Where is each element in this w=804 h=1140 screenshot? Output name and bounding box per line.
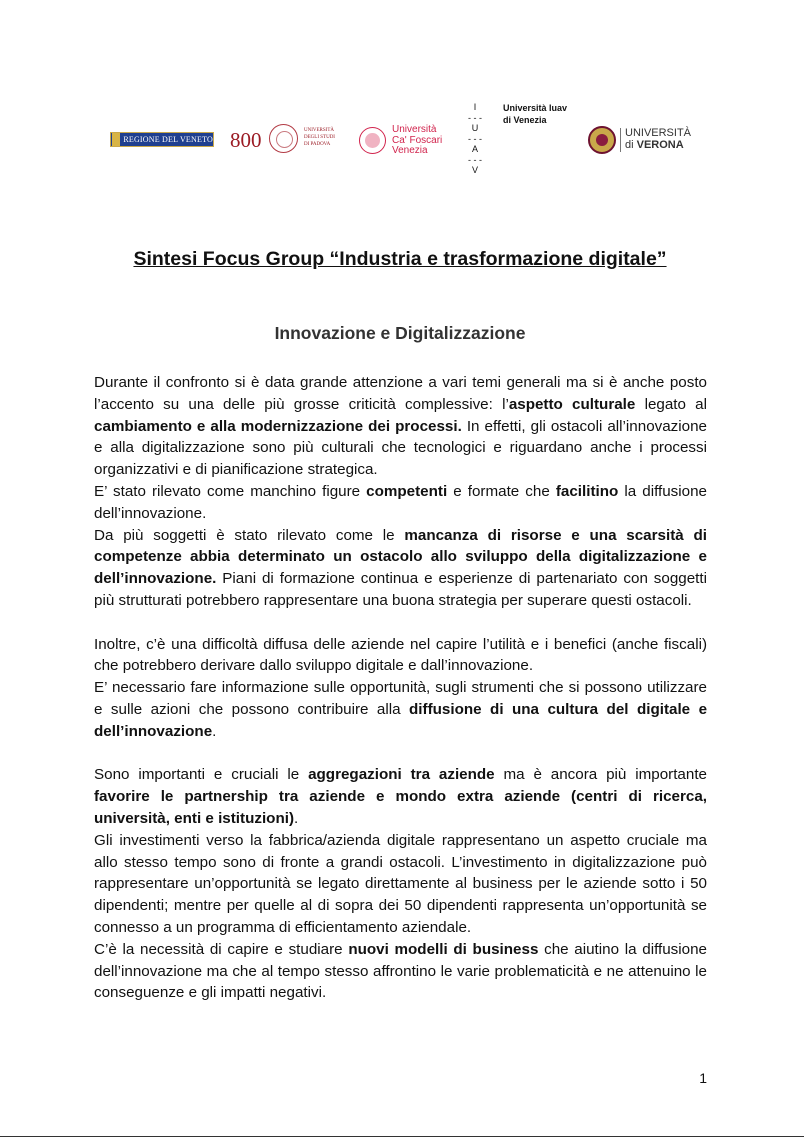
- regione-veneto-logo: [110, 132, 214, 147]
- body-paragraph: [94, 677, 707, 742]
- verona-line-1: UNIVERSITÀ: [625, 127, 692, 139]
- body-paragraph: [94, 634, 707, 678]
- text-run: legato al: [635, 395, 707, 413]
- verona-line-2b: VERONA: [636, 139, 684, 151]
- text-run: che aiutino la diffusione dell’innovazione ma che al tempo stesso affrontino le varie problematicità e ne attenuino le conseguenze e gli impatti negativi.: [94, 940, 707, 1002]
- text-run: ma è ancora più importante: [494, 766, 707, 784]
- body-paragraph: [94, 372, 707, 481]
- bold-text: diffusione di una cultura del digitale e dell’innovazione: [94, 700, 708, 740]
- text-run: Piani di formazione continua e esperienze di partenariato con soggetti più strutturati potrebbero rappresentare una buona strategia per superare questi ostacoli.: [94, 570, 707, 609]
- text-run: Gli investimenti verso la fabbrica/azienda digitale rappresentano un aspetto cruciale ma allo stesso tempo sono di fronte a grandi ostacoli. L’investimento in digitalizzazione può rappresentare un’opportunità se legato direttamente al business per le aziende sotto i 50 dipendenti; mentre per quelle al di sopra dei 50 dipendenti rappresenta un’opportunità se connesso a un programma di efficientamento aziendale.: [94, 831, 707, 936]
- text-run: .: [294, 809, 299, 827]
- verona-name: [625, 127, 691, 151]
- bold-text: mancanza di risorse e una scarsità di competenze abbia determinato un ostacolo allo sviluppo della digitalizzazione e dell’innovazione.: [94, 526, 707, 588]
- body-paragraph: [94, 525, 707, 612]
- bold-text: favorire le partnership tra aziende e mondo extra aziende (centri di ricerca, università, enti e istituzioni): [94, 788, 707, 827]
- section-subtitle: Innovazione e Digitalizzazione: [274, 323, 526, 343]
- bold-text: cambiamento e alla modernizzazione dei processi.: [94, 417, 462, 435]
- body-paragraph: [94, 830, 707, 939]
- text-run: e formate che: [447, 482, 556, 500]
- text-run: C’è la necessità di capire e studiare: [94, 940, 349, 958]
- padova-name: UNIVERSITÀ DEGLI STUDI DI PADOVA: [304, 128, 335, 147]
- ca-foscari-seal-icon: [359, 127, 386, 154]
- verona-line-2a: di: [625, 139, 637, 151]
- regione-veneto-text: REGIONE DEL VENETO: [123, 135, 213, 144]
- bold-text: aspetto culturale: [508, 395, 636, 413]
- body-paragraph: [94, 764, 707, 829]
- text-run: Da più soggetti è stato rilevato come le: [94, 526, 405, 544]
- body-paragraph: [94, 939, 707, 1004]
- text-run: In effetti, gli ostacoli all’innovazione e alla digitalizzazione sono più culturali che tecnologici e riguardano anche i processi organizzativi e di pianificazione strategica.: [94, 417, 707, 479]
- iuav-logo: [465, 102, 568, 180]
- text-run: Sono importanti e cruciali le: [94, 766, 309, 784]
- text-run: Inoltre, c’è una difficoltà diffusa delle aziende nel capire l’utilità e i benefici (anche fiscali) che potrebbero derivare dallo sviluppo digitale e dall’innovazione.: [94, 635, 707, 675]
- ca-foscari-logo: [359, 124, 449, 158]
- bold-text: nuovi modelli di business: [348, 940, 539, 958]
- verona-seal-icon: [588, 126, 616, 154]
- bold-text: aggregazioni tra aziende: [308, 766, 495, 784]
- bold-text: competenti: [366, 482, 448, 500]
- logo-strip: [0, 0, 804, 200]
- iuav-name: Università Iuav di Venezia: [503, 103, 568, 125]
- ca-foscari-name: Università Ca' Foscari Venezia: [392, 124, 443, 156]
- text-run: E’ stato rilevato come manchino figure: [94, 482, 367, 500]
- iuav-letters: I - - - U - - - A - - - V: [468, 102, 482, 175]
- document-body: [94, 372, 707, 1004]
- page-number: 1: [699, 1070, 707, 1086]
- body-paragraph: [94, 481, 707, 525]
- page-bottom-rule: [0, 1136, 804, 1137]
- text-run: .: [212, 722, 217, 740]
- universita-verona-logo: [588, 124, 698, 156]
- lion-emblem-icon: [112, 133, 120, 146]
- text-run: la diffusione dell’innovazione.: [94, 482, 707, 522]
- document-title: Sintesi Focus Group “Industria e trasformazione digitale”: [133, 248, 667, 270]
- universita-padova-logo: [230, 124, 342, 156]
- padova-seal-icon: [269, 124, 298, 153]
- padova-800-mark: 800: [230, 128, 262, 152]
- text-run: E’ necessario fare informazione sulle opportunità, sugli strumenti che si possono utilizzare e sulle azioni che possono contribuire alla: [94, 679, 707, 718]
- text-run: Durante il confronto si è data grande attenzione a vari temi generali ma si è anche posto l’accento su una delle più grosse criticità complessive: l’: [94, 374, 707, 413]
- verona-divider: [620, 128, 621, 152]
- bold-text: facilitino: [555, 482, 619, 500]
